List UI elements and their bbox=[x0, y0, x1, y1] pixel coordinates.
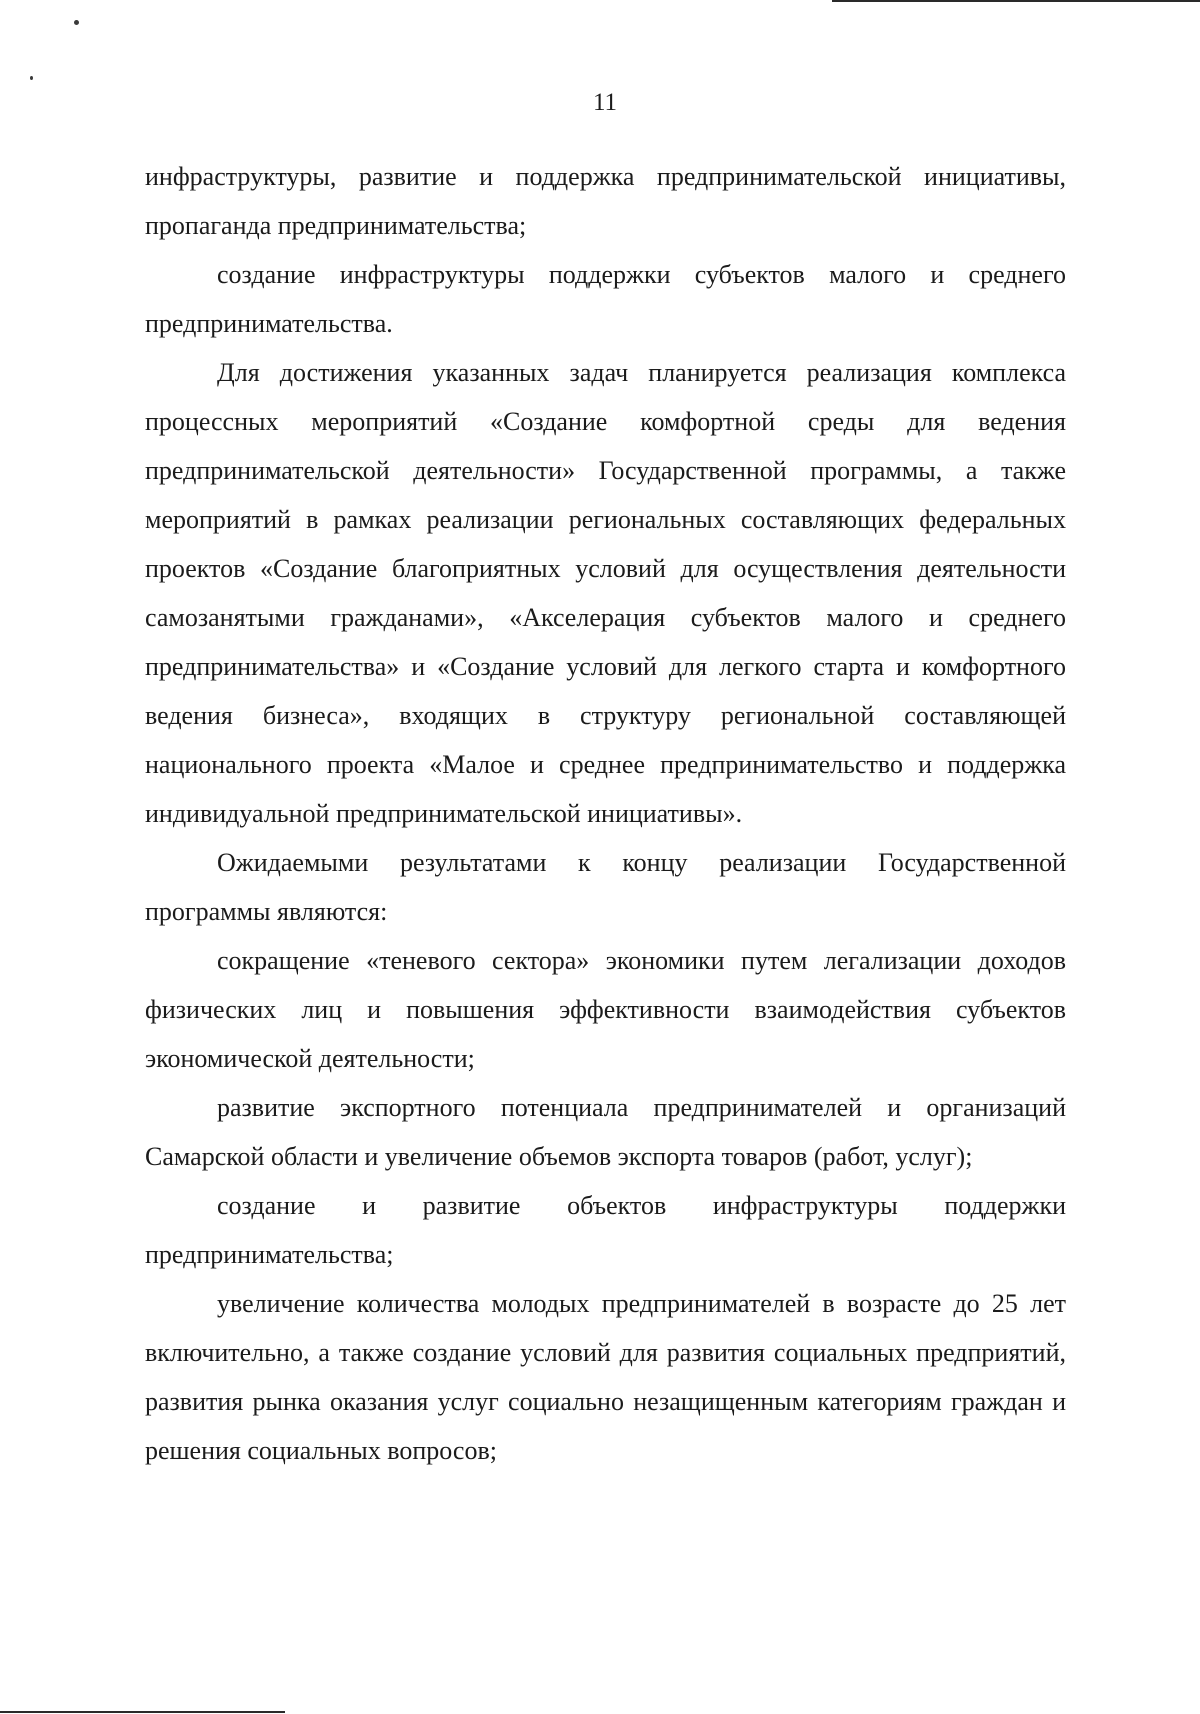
page-number: 11 bbox=[592, 89, 618, 116]
paragraph: сокращение «теневого сектора» экономики путем легализации доходов физических лиц и повышения эффективности взаимодействия субъектов экономической деятельности; bbox=[145, 946, 1066, 1073]
paragraph: Ожидаемыми результатами к концу реализации Государственной программы являются: bbox=[145, 848, 1066, 926]
paragraph: увеличение количества молодых предпринимателей в возрасте до 25 лет включительно, а также создание условий для развития социальных предприятий, развития рынка оказания услуг социально незащищенным категориям граждан и решения социальных вопросов; bbox=[145, 1289, 1066, 1465]
paragraph: создание и развитие объектов инфраструктуры поддержки предпринимательства; bbox=[145, 1191, 1066, 1269]
document-body bbox=[145, 152, 1066, 1475]
scan-artifact-speck bbox=[74, 20, 79, 25]
scan-artifact-top-line bbox=[832, 0, 1200, 2]
scan-artifact-speck bbox=[30, 76, 33, 80]
paragraph: создание инфраструктуры поддержки субъектов малого и среднего предпринимательства. bbox=[145, 260, 1066, 338]
paragraph: развитие экспортного потенциала предпринимателей и организаций Самарской области и увеличение объемов экспорта товаров (работ, услуг); bbox=[145, 1093, 1066, 1171]
paragraph: инфраструктуры, развитие и поддержка предпринимательской инициативы, пропаганда предпринимательства; bbox=[145, 162, 1066, 240]
paragraph: Для достижения указанных задач планируется реализация комплекса процессных мероприятий «Создание комфортной среды для ведения предпринимательской деятельности» Государственной программы, а также мероприятий в рамках реализации региональных составляющих федеральных проектов «Создание благоприятных условий для осуществления деятельности самозанятыми гражданами», «Акселерация субъектов малого и среднего предпринимательства» и «Создание условий для легкого старта и комфортного ведения бизнеса», входящих в структуру региональной составляющей национального проекта «Малое и среднее предпринимательство и поддержка индивидуальной предпринимательской инициативы». bbox=[145, 358, 1066, 828]
scan-artifact-bottom-line bbox=[0, 1711, 285, 1713]
